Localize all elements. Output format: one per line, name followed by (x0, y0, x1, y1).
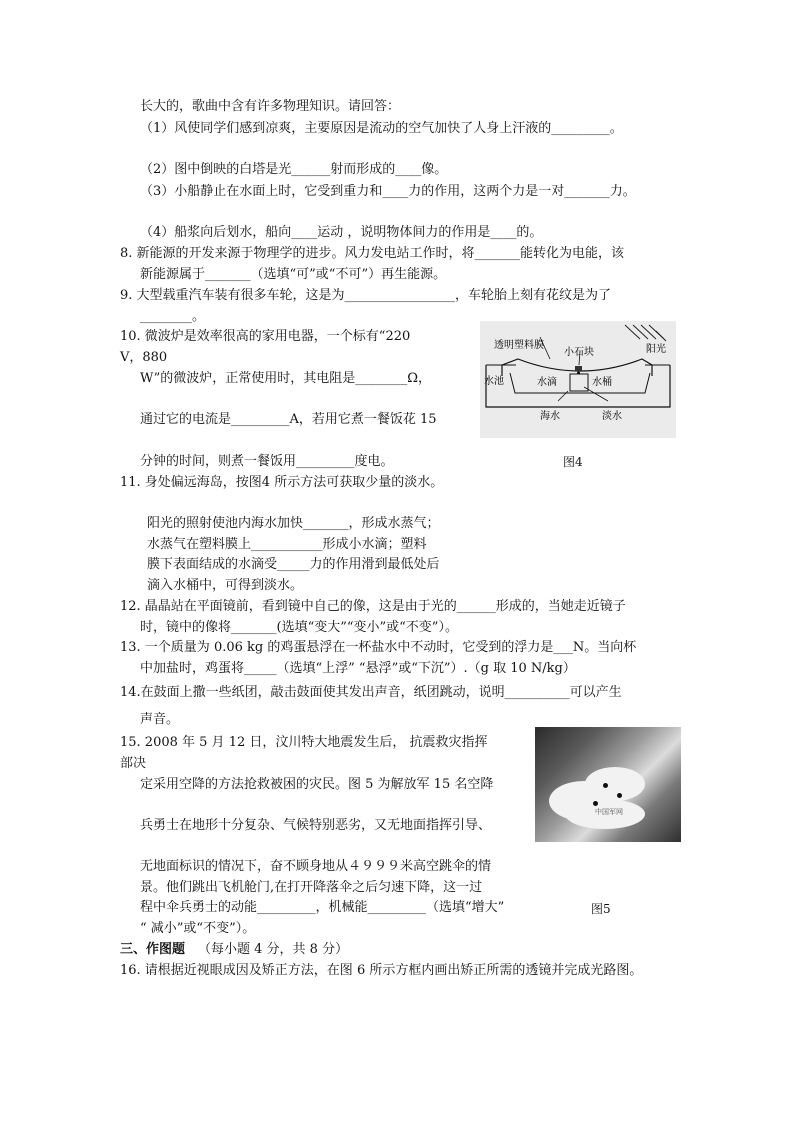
text-line: 8. 新能源的开发来源于物理学的进步。风力发电站工作时，将_______能转化为电能，该 (120, 246, 625, 261)
text-line: 12. 晶晶站在平面镜前，看到镜中自己的像，这是由于光的______形成的，当她走近镜子 (120, 599, 626, 614)
fig4-label-film: 透明塑料膜 (494, 340, 544, 351)
text-line: 10. 微波炉是效率很高的家用电器，一个标有“220 (120, 329, 411, 344)
fig4-label-seawater: 海水 (540, 411, 560, 422)
text-line: 16. 请根据近视眼成因及矫正方法，在图 6 所示方框内画出矫正所需的透镜并完成光路图。 (120, 963, 643, 978)
text-line: 水蒸气在塑料膜上___________形成小水滴；塑料 (147, 537, 427, 552)
text-line: W”的微波炉，正常使用时，其电阻是________Ω， (140, 371, 432, 386)
text-line: 长大的，歌曲中含有许多物理知识。请回答： (140, 99, 401, 114)
text-line: 部决 (120, 756, 147, 771)
text-line: 9. 大型载重汽车装有很多车轮，这是为_________________，车轮胎上刻有花纹是为了 (120, 288, 612, 303)
section-heading-note: （每小题 4 分，共 8 分） (198, 942, 349, 957)
text-line: 阳光的照射使池内海水加快_______，形成水蒸气； (147, 516, 440, 531)
figure-5-caption: 图5 (591, 902, 611, 916)
fig4-label-sunlight: 阳光 (646, 344, 666, 355)
text-line: 定采用空降的方法抢救被困的灾民。图 5 为解放军 15 名空降 (140, 777, 494, 792)
text-line: （3）小船静止在水面上时，它受到重力和____力的作用，这两个力是一对_______力。 (140, 184, 636, 199)
text-line: （2）图中倒映的白塔是光______射而形成的____像。 (140, 162, 448, 177)
text-line: （1）风使同学们感到凉爽，主要原因是流动的空气加快了人身上汗液的_________。 (140, 121, 623, 136)
figure-4-caption: 图4 (563, 455, 583, 469)
text-line: “ 减小”或“不变”）。 (140, 921, 256, 936)
fig4-label-stone: 小石块 (564, 347, 594, 358)
figure-5-watermark: 中国军网 (595, 808, 623, 816)
text-line: 无地面标识的情况下，奋不顾身地从４９９９米高空跳伞的情 (140, 859, 492, 874)
text-line: 通过它的电流是_________A，若用它煮一餐饭花 15 (140, 412, 437, 427)
text-line: ________。 (140, 309, 206, 324)
fig4-label-pool: 水池 (484, 376, 504, 387)
text-line: 14.在鼓面上撒一些纸团，敲击鼓面使其发出声音，纸团跳动，说明__________可以产生 (120, 685, 622, 700)
text-line: 15. 2008 年 5 月 12 日，汶川特大地震发生后， 抗震救灾指挥 (120, 735, 488, 750)
text-line: 程中伞兵勇士的动能_________，机械能_________（选填“增大” (140, 900, 505, 915)
text-line: V，880 (120, 350, 168, 365)
text-line: 滴入水桶中，可得到淡水。 (147, 578, 304, 593)
text-line: 新能源属于_______（选填“可”或“不可”）再生能源。 (140, 267, 447, 282)
text-line: 时，镜中的像将_______(选填“变大”“变小”或“不变”）。 (140, 620, 458, 635)
figure-4-diagram (480, 321, 676, 438)
fig4-label-freshwater: 淡水 (602, 411, 622, 422)
fig4-label-droplet: 水滴 (537, 377, 557, 388)
text-line: 13. 一个质量为 0.06 kg 的鸡蛋悬浮在一杯盐水中不动时，它受到的浮力是___N。当向杯 (120, 640, 637, 655)
text-line: 景。他们跳出飞机舱门,在打开降落伞之后匀速下降，这一过 (140, 880, 483, 895)
figure-5-photo (535, 727, 681, 842)
text-line: （4）船浆向后划水，船向____运动 ，说明物体间力的作用是____的。 (140, 225, 543, 240)
fig4-label-bucket: 水桶 (592, 377, 612, 388)
text-line: 兵勇士在地形十分复杂、气候特别恶劣，又无地面指挥引导、 (140, 818, 492, 833)
text-line: 11. 身处偏远海岛，按图4 所示方法可获取少量的淡水。 (120, 475, 444, 490)
text-line: 分钟的时间，则煮一餐饭用_________度电。 (140, 454, 394, 469)
text-line: 中加盐时，鸡蛋将_____（选填“上浮” “悬浮”或“下沉”）.（g 取 10 N/kg） (140, 661, 576, 676)
text-line: 声音。 (140, 712, 180, 727)
section-heading: 三、作图题 (120, 942, 186, 957)
text-line: 膜下表面结成的水滴受_____力的作用滑到最低处后 (147, 557, 440, 572)
